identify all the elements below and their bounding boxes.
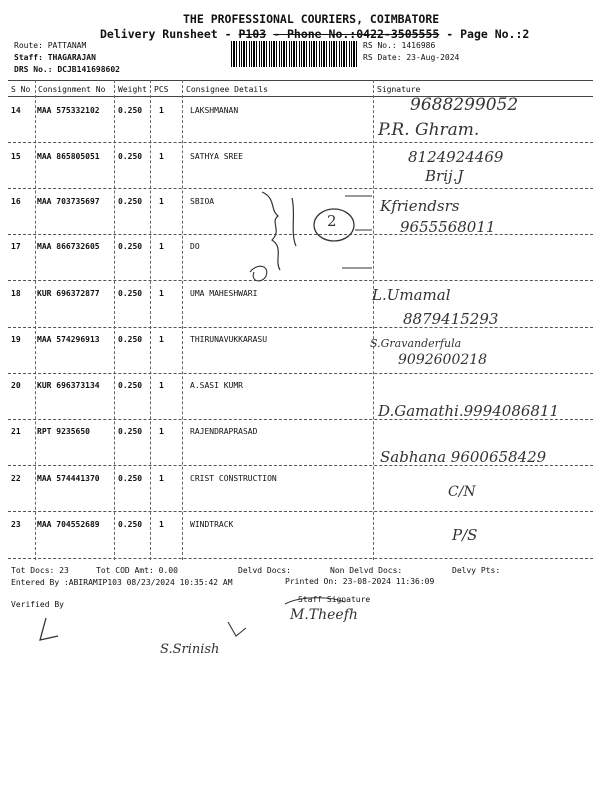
row-weight: 0.250	[118, 335, 143, 344]
row-consignee: THIRUNAVUKKARASU	[190, 335, 268, 344]
row-consignment: KUR 696372877	[37, 289, 100, 298]
row-weight: 0.250	[118, 289, 143, 298]
scribble-mark	[250, 266, 267, 281]
handwriting-signature: Brij.J	[425, 167, 464, 185]
handwriting-signature: Kfriendsrs	[380, 197, 460, 215]
row-pcs: 1	[159, 106, 164, 115]
row-pcs: 1	[159, 152, 164, 161]
row-weight: 0.250	[118, 152, 143, 161]
rs-no-value: 1416986	[401, 41, 436, 50]
row-consignment: MAA 865805051	[37, 152, 100, 161]
company-title: THE PROFESSIONAL COURIERS, COIMBATORE	[183, 12, 440, 26]
handwriting-phone: 9688299052	[410, 95, 519, 115]
delivered-docs: Delvd Docs:	[238, 566, 291, 575]
row-sno: 20	[11, 381, 21, 390]
row-consignee: A.SASI KUMR	[190, 381, 243, 390]
row-pcs: 1	[159, 474, 164, 483]
verifier-signature: S.Srinish	[160, 642, 220, 657]
row-sno: 21	[11, 427, 21, 436]
row-sno: 19	[11, 335, 21, 344]
col-header-signature: Signature	[377, 85, 421, 94]
circled-number: 2	[327, 212, 337, 230]
row-weight: 0.250	[118, 197, 143, 206]
handwriting-signature: P.R. Ghram.	[378, 120, 480, 140]
handwriting-phone: 8124924469	[408, 148, 504, 166]
printed-on: Printed On: 23-08-2024 11:36:09	[285, 577, 435, 586]
verified-by-label: Verified By	[11, 600, 64, 609]
staff-signature-label: Staff Signature	[298, 595, 371, 604]
row-consignee: RAJENDRAPRASAD	[190, 427, 258, 436]
bracket-mark	[292, 198, 296, 246]
row-pcs: 1	[159, 427, 164, 436]
row-sno: 22	[11, 474, 21, 483]
handwriting-note: C/N	[448, 484, 476, 500]
handwriting-signature: Sabhana 9600658429	[380, 448, 547, 466]
row-sno: 14	[11, 106, 21, 115]
delivery-points: Delvy Pts:	[452, 566, 501, 575]
row-sno: 17	[11, 242, 21, 251]
runsheet-code: P103	[238, 27, 267, 41]
row-consignment: MAA 574441370	[37, 474, 100, 483]
bracket-lines	[342, 196, 372, 268]
row-consignment: MAA 574296913	[37, 335, 100, 344]
row-pcs: 1	[159, 197, 164, 206]
handwriting-note: P/S	[452, 526, 478, 544]
runsheet-phone: - Phone No.:0422-3505555	[273, 27, 440, 41]
drs-line: DRS No.: DCJB141698602	[14, 65, 120, 74]
entered-by: Entered By :ABIRAMIP103 08/23/2024 10:35:42 AM	[11, 578, 233, 587]
col-header-consignment: Consignment No	[38, 85, 106, 94]
row-weight: 0.250	[118, 520, 143, 529]
route-line: Route: PATTANAM	[14, 41, 87, 50]
row-consignment: MAA 704552689	[37, 520, 100, 529]
row-consignment: KUR 696373134	[37, 381, 100, 390]
row-consignee: DO	[190, 242, 200, 251]
handwriting-signature: D.Gamathi.9994086811	[378, 402, 560, 420]
row-consignment: MAA 866732605	[37, 242, 100, 251]
handwriting-phone: 8879415293	[403, 310, 499, 328]
col-header-details: Consignee Details	[186, 85, 268, 94]
runsheet-prefix: Delivery Runsheet -	[100, 27, 232, 41]
handwriting-signature: L.Umamal	[372, 286, 451, 304]
col-header-weight: Weight	[118, 85, 147, 94]
row-pcs: 1	[159, 381, 164, 390]
non-delivered-docs: Non Delvd Docs:	[330, 566, 403, 575]
handwriting-signature: S.Gravanderfula	[370, 337, 462, 350]
checkmark	[228, 622, 246, 636]
bracket-mark	[262, 192, 280, 270]
row-consignee: WINDTRACK	[190, 520, 234, 529]
row-consignee: LAKSHMANAN	[190, 106, 239, 115]
tot-cod-amount: Tot COD Amt: 0.00	[96, 566, 178, 575]
rs-date-line: RS Date: 23-Aug-2024	[363, 53, 460, 62]
row-weight: 0.250	[118, 474, 143, 483]
tot-docs: Tot Docs: 23	[11, 566, 69, 575]
row-pcs: 1	[159, 289, 164, 298]
row-consignment: MAA 575332102	[37, 106, 100, 115]
row-consignee: UMA MAHESHWARI	[190, 289, 258, 298]
row-pcs: 1	[159, 520, 164, 529]
route-value: PATTANAM	[47, 41, 87, 50]
row-consignee: SATHYA SREE	[190, 152, 243, 161]
rs-date-value: 23-Aug-2024	[406, 53, 460, 62]
row-weight: 0.250	[118, 381, 143, 390]
row-pcs: 1	[159, 335, 164, 344]
rs-no-line: RS No.: 1416986	[363, 41, 436, 50]
drs-value: DCJB141698602	[57, 65, 120, 74]
row-consignment: MAA 703735697	[37, 197, 100, 206]
row-weight: 0.250	[118, 242, 143, 251]
row-sno: 16	[11, 197, 21, 206]
staff-line: Staff: THAGARAJAN	[14, 53, 96, 62]
handwriting-phone: 9092600218	[398, 352, 488, 368]
row-weight: 0.250	[118, 427, 143, 436]
row-sno: 23	[11, 520, 21, 529]
col-header-sno: S No	[11, 85, 31, 94]
row-consignee: CRIST CONSTRUCTION	[190, 474, 277, 483]
row-weight: 0.250	[118, 106, 143, 115]
staff-value: THAGARAJAN	[47, 53, 96, 62]
staff-signature: M.Theefh	[290, 607, 358, 623]
row-consignee: SBIOA	[190, 197, 215, 206]
row-pcs: 1	[159, 242, 164, 251]
handwriting-phone: 9655568011	[400, 218, 496, 236]
col-header-pcs: PCS	[154, 85, 169, 94]
row-sno: 18	[11, 289, 21, 298]
page-number: - Page No.:2	[446, 27, 530, 41]
verifier-tick	[40, 618, 58, 640]
row-sno: 15	[11, 152, 21, 161]
row-consignment: RPT 9235650	[37, 427, 90, 436]
